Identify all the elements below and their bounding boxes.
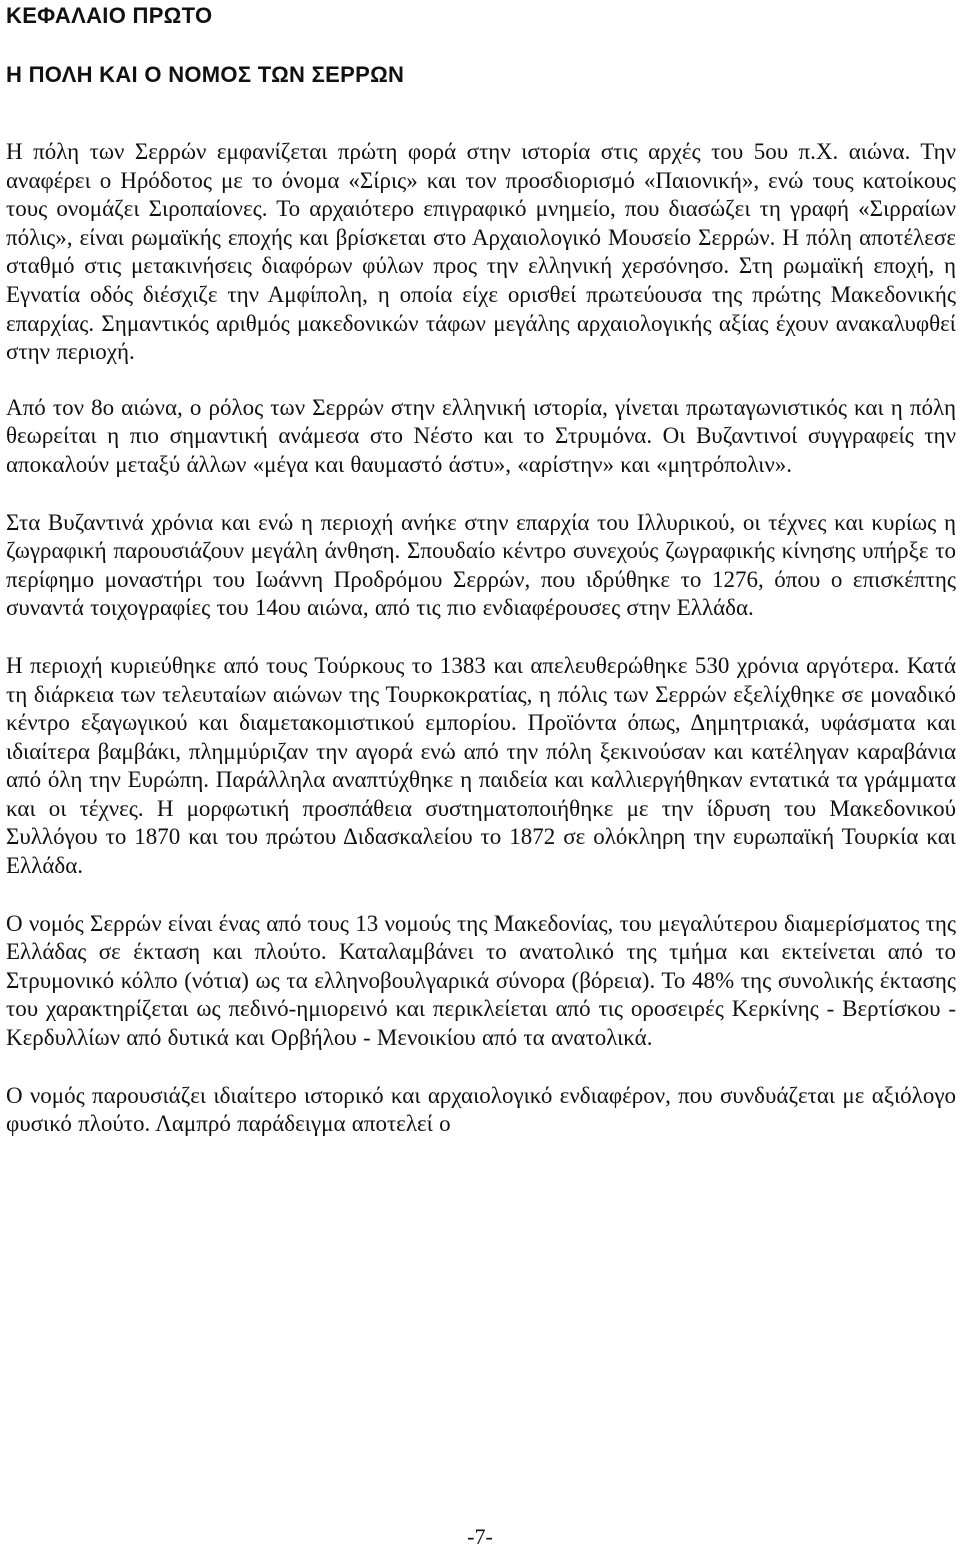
body-text [6, 138, 956, 1139]
document-page [6, 0, 956, 1168]
paragraph-byzantine-role: Από τον 8ο αιώνα, ο ρόλος των Σερρών στην ελληνική ιστορία, γίνεται πρωταγωνιστικός και η πόλη θεωρείται η πιο σημαντική ανάμεσα στο Νέστο και το Στρυμόνα. Οι Βυζαντινοί συγγραφείς την αποκαλούν μεταξύ άλλων «μέγα και θαυμαστό άστυ», «αρίστην» και «μητρόπολιν». [6, 394, 956, 477]
chapter-label: ΚΕΦΑΛΑΙΟ ΠΡΩΤΟ [6, 3, 213, 28]
paragraph-prefecture: Ο νομός Σερρών είναι ένας από τους 13 νομούς της Μακεδονίας, του μεγαλύτερου διαμερίσματος της Ελλάδας σε έκταση και πλούτο. Καταλαμβάνει το ανατολικό της τμήμα και εκτείνεται από το Στρυμονικό κόλπο (νότια) ως τα ελληνοβουλγαρικά σύνορα (βόρεια). Το 48% της συνολικής έκτασης του χαρακτηρίζεται ως πεδινό-ημιορεινό και περικλείεται από τις οροσειρές Κερκίνης - Βερτίσκου - Κερδυλλίων από δυτικά και Ορβήλου - Μενοικίου από τα ανατολικά. [6, 910, 956, 1051]
paragraph-ottoman-era: Η περιοχή κυριεύθηκε από τους Τούρκους το 1383 και απελευθερώθηκε 530 χρόνια αργότερα. Κατά τη διάρκεια των τελευταίων αιώνων της Τουρκοκρατίας, η πόλις των Σερρών εξελίχθηκε σε μοναδικό κέντρο εξαγωγικού και διαμετακομιστικού εμπορίου. Προϊόντα όπως, Δημητριακά, υφάσματα και ιδιαίτερα βαμβάκι, πλημμύριζαν την αγορά ενώ από την πόλη ξεκινούσαν και κατέληγαν καραβάνια από όλη την Ευρώπη. Παράλληλα αναπτύχθηκε η παιδεία και καλλιεργήθηκαν εντατικά τα γράμματα και οι τέχνες. Η μορφωτική προσπάθεια συστηματοποιήθηκε με την ίδρυση του Μακεδονικού Συλλόγου το 1870 και του πρώτου Διδασκαλείου το 1872 σε ολόκληρη την ευρωπαϊκή Τουρκία και Ελλάδα. [6, 652, 956, 879]
paragraph-byzantine-arts: Στα Βυζαντινά χρόνια και ενώ η περιοχή ανήκε στην επαρχία του Ιλλυρικού, οι τέχνες και κυρίως η ζωγραφική παρουσιάζουν μεγάλη άνθηση. Σπουδαίο κέντρο συνεχούς ζωγραφικής κίνησης υπήρξε το περίφημο μοναστήρι του Ιωάννη Προδρόμου Σερρών, που ιδρύθηκε το 1276, όπου ο επισκέπτης συναντά τοιχογραφίες του 14ου αιώνα, από τις πιο ενδιαφέρουσες στην Ελλάδα. [6, 509, 956, 621]
paragraph-interest: Ο νομός παρουσιάζει ιδιαίτερο ιστορικό και αρχαιολογικό ενδιαφέρον, που συνδυάζεται με αξιόλογο φυσικό πλούτο. Λαμπρό παράδειγμα αποτελεί ο [6, 1082, 956, 1137]
chapter-title: Η ΠΟΛΗ ΚΑΙ Ο ΝΟΜΟΣ ΤΩΝ ΣΕΡΡΩΝ [6, 62, 405, 87]
paragraph-intro: Η πόλη των Σερρών εμφανίζεται πρώτη φορά στην ιστορία στις αρχές του 5ου π.Χ. αιώνα. Την αναφέρει ο Ηρόδοτος με το όνομα «Σίρις» και τον προσδιορισμό «Παιονική», ενώ τους κατοίκους τους ονομάζει Σιροπαίονες. Το αρχαιότερο επιγραφικό μνημείο, που διασώζει τη γραφή «Σιρραίων πόλις», είναι ρωμαϊκής εποχής και βρίσκεται στο Αρχαιολογικό Μουσείο Σερρών. Η πόλη αποτέλεσε σταθμό στις μετακινήσεις διαφόρων φύλων προς την ελληνική χερσόνησο. Στη ρωμαϊκή εποχή, η Εγνατία οδός διέσχιζε την Αμφίπολη, η οποία είχε ορισθεί πρωτεύουσα της πρώτης Μακεδονικής επαρχίας. Σημαντικός αριθμός μακεδονικών τάφων μεγάλης αρχαιολογικής αξίας έχουν ανακαλυφθεί στην περιοχή. [6, 139, 956, 365]
page-number: -7- [467, 1524, 493, 1549]
